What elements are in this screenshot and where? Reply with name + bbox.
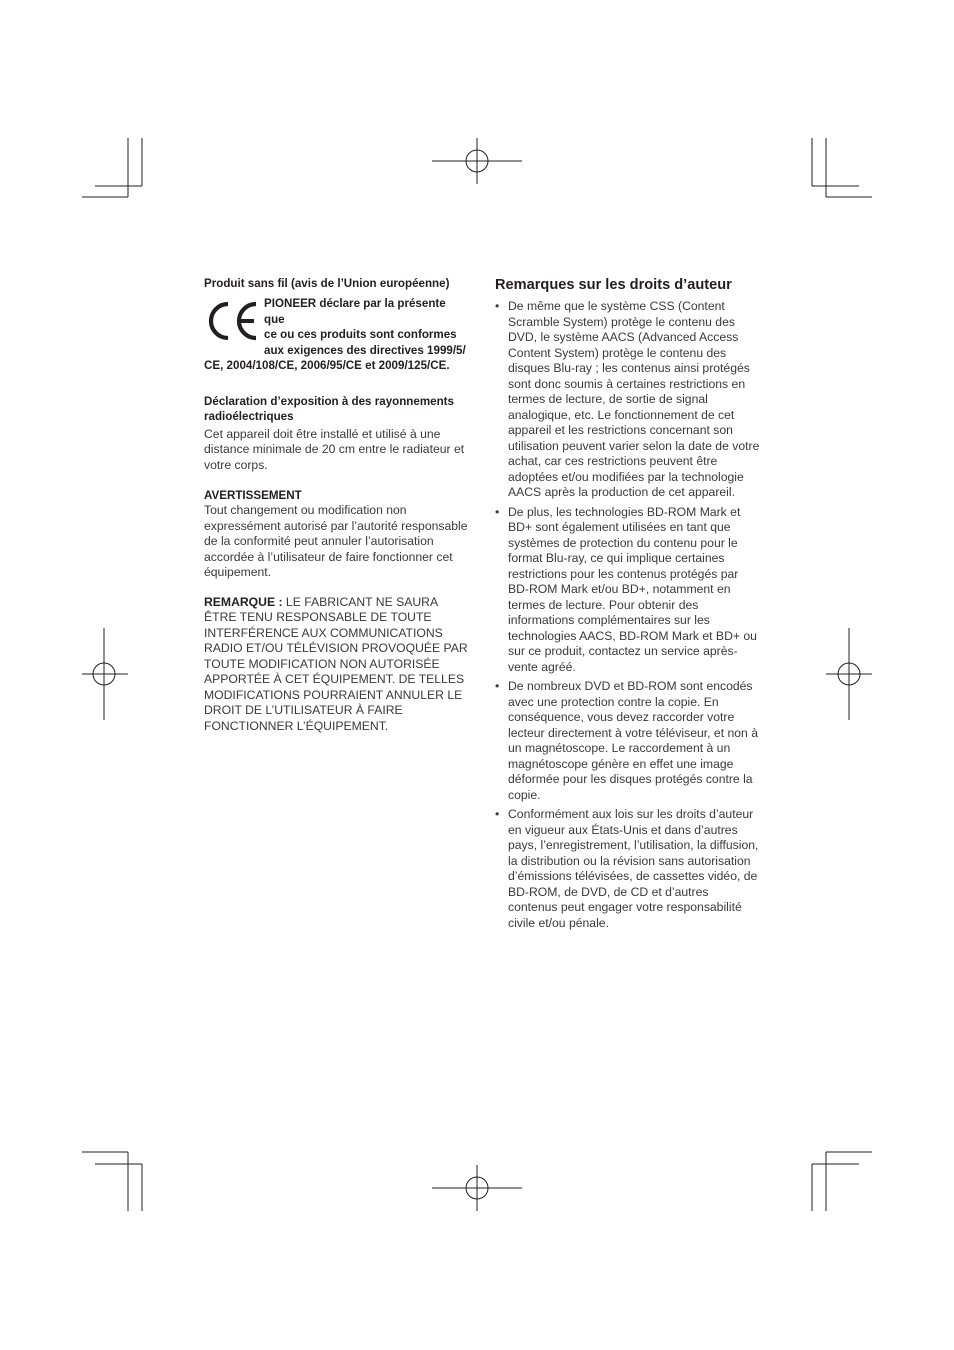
- bullet-text: De nombreux DVD et BD-ROM sont encodés avec une protection contre la copie. En conséquence, vous devez raccorder votre lecteur directement à votre téléviseur, et non à un magnétoscope. Le raccordement à un magnétoscope génère en effet une image déformée pour les disques protégés contre la copie.: [508, 679, 758, 802]
- bullet-icon: •: [495, 679, 500, 693]
- list-item: [495, 505, 761, 676]
- bullet-icon: •: [495, 504, 500, 519]
- right-column: [495, 276, 761, 935]
- bullet-text: De même que le système CSS (Content Scramble System) protège le contenu des DVD, le système AACS (Advanced Access Content System) protège le contenu des disques Blu-ray ; les contenus ainsi protégés sont donc soumis à certaines restrictions en termes de lecture, de sortie de signal analogique, etc. Le fonctionnement de cet appareil et les restrictions concernant son utilisation peuvent varier selon la date de votre achat, car ces restrictions peuvent être adoptées et/ou modifiées par la technologie AACS après la production de cet appareil.: [508, 299, 760, 499]
- warning-body: Tout changement ou modification non expressément autorisé par l’autorité responsable de la conformité peut annuler l’autorisation accordée à l’utilisateur de faire fonctionner cet équipement.: [204, 503, 468, 579]
- copyright-section-title: Remarques sur les droits d’auteur: [495, 277, 732, 293]
- copyright-bullet-list: [495, 299, 761, 931]
- left-column: [204, 276, 468, 734]
- ce-declaration-tail: CE, 2004/108/CE, 2006/95/CE et 2009/125/CE.: [204, 359, 450, 372]
- remark-label: REMARQUE :: [204, 594, 283, 609]
- ce-mark-logo: [204, 297, 260, 345]
- warning-title: AVERTISSEMENT: [204, 489, 302, 502]
- remark-paragraph: [204, 595, 468, 735]
- remark-body: LE FABRICANT NE SAURA ÊTRE TENU RESPONSABLE DE TOUTE INTERFÉRENCE AUX COMMUNICATIONS RADIO ET/OU TÉLÉVISION PROVOQUÉE PAR TOUTE MODIFICATION NON AUTORISÉE APPORTÉE À CET ÉQUIPEMENT. DE TELLES MODIFICATIONS POURRAIENT ANNULER LE DROIT DE L’UTILISATEUR À FAIRE FONCTIONNER L’ÉQUIPEMENT.: [204, 594, 468, 733]
- list-item: [495, 299, 761, 501]
- ce-line: aux exigences des directives 1999/5/: [264, 343, 466, 357]
- bullet-text: Conformément aux lois sur les droits d’auteur en vigueur aux États-Unis et dans d’autres pays, l’enregistrement, l’utilisation, la diffusion, la distribution ou la révision sans autorisation d’émissions télévisées, de cassettes vidéo, de BD-ROM, de DVD, de CD et d’autres contenus peut engager votre responsabilité civile et/ou pénale.: [508, 807, 759, 930]
- wireless-notice-title: Produit sans fil (avis de l’Union européenne): [204, 277, 450, 290]
- ce-line: ce ou ces produits sont conformes: [264, 328, 457, 341]
- bullet-text: De plus, les technologies BD-ROM Mark et BD+ sont également utilisées en tant que systèmes de protection du contenu pour le format Blu-ray, ce qui implique certaines restrictions pour les contenus protégés par BD-ROM Mark et/ou BD+, notamment en termes de lecture. Pour obtenir des informations complémentaires sur les technologies AACS, BD-ROM Mark et BD+ ou sur ce produit, contactez un service après-vente agréé.: [508, 504, 757, 674]
- list-item: [495, 807, 761, 931]
- bullet-icon: •: [495, 807, 500, 821]
- exposure-body: Cet appareil doit être installé et utilisé à une distance minimale de 20 cm entre le radiateur et votre corps.: [204, 426, 465, 472]
- bullet-icon: •: [495, 299, 500, 313]
- ce-declaration: [204, 296, 468, 374]
- exposure-title: Déclaration d’exposition à des rayonnements radioélectriques: [204, 394, 454, 423]
- ce-line: PIONEER déclare par la présente que: [264, 297, 446, 326]
- list-item: [495, 679, 761, 803]
